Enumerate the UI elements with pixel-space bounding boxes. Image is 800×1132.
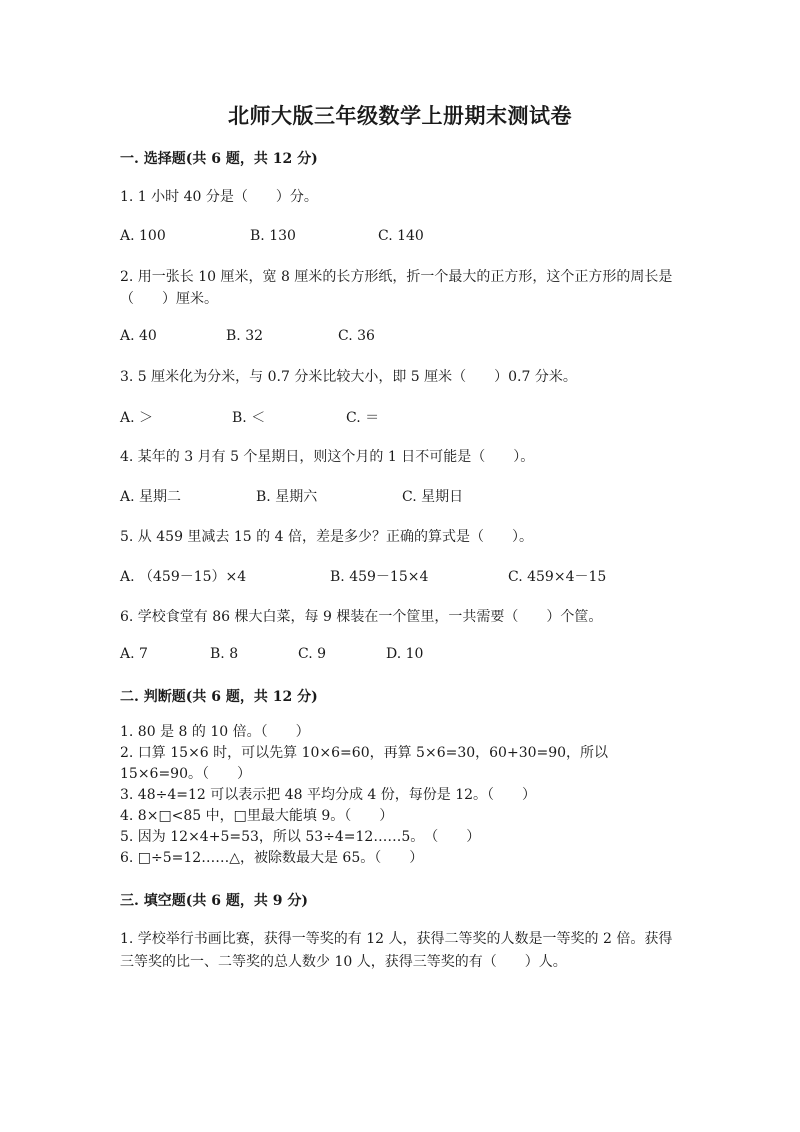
question-4: 4. 某年的 3 月有 5 个星期日，则这个月的 1 日不可能是（ ）。 — [120, 449, 535, 465]
option-a: A. ＞ — [120, 410, 154, 426]
option-a: A. 7 — [120, 646, 148, 662]
option-a: A. 40 — [120, 328, 157, 344]
question-1-options — [120, 228, 680, 248]
fill-question-1: 1. 学校举行书画比赛，获得一等奖的有 12 人，获得二等奖的人数是一等奖的 2 倍。获得三等奖的比一、二等奖的总人数少 10 人，获得三等奖的有（ ）人。 — [120, 931, 673, 970]
option-a: A. 100 — [120, 228, 166, 244]
option-b: B. 32 — [226, 328, 264, 344]
option-c: C. 459×4－15 — [508, 569, 607, 585]
section-heading-choice: 一. 选择题(共 6 题，共 12 分) — [120, 151, 318, 167]
option-c: C. 140 — [378, 228, 424, 244]
question-2: 2. 用一张长 10 厘米，宽 8 厘米的长方形纸，折一个最大的正方形，这个正方形的周长是（ ）厘米。 — [120, 269, 673, 307]
judge-item: 4. 8×□<85 中，□里最大能填 9。（ ） — [120, 808, 394, 824]
question-1: 1. 1 小时 40 分是（ ）分。 — [120, 189, 318, 205]
option-c: C. 9 — [298, 646, 327, 662]
question-5-options — [120, 566, 680, 586]
question-5: 5. 从 459 里减去 15 的 4 倍，差是多少？正确的算式是（ ）。 — [120, 529, 533, 545]
judge-item: 6. □÷5=12……△，被除数最大是 65。（ ） — [120, 850, 424, 866]
judge-item: 1. 80 是 8 的 10 倍。（ ） — [120, 724, 310, 740]
question-3: 3. 5 厘米化为分米，与 0.7 分米比较大小，即 5 厘米（ ）0.7 分米。 — [120, 369, 577, 385]
option-c: C. 36 — [338, 328, 375, 344]
page-title: 北师大版三年级数学上册期末测试卷 — [228, 103, 572, 128]
question-4-options — [120, 486, 680, 506]
question-6: 6. 学校食堂有 86 棵大白菜，每 9 棵装在一个筐里，一共需要（ ）个筐。 — [120, 609, 603, 625]
judge-item: 2. 口算 15×6 时，可以先算 10×6=60，再算 5×6=30，60+30=90，所以 15×6=90。（ ） — [120, 745, 609, 782]
option-b: B. 星期六 — [256, 489, 318, 505]
question-3-options — [120, 407, 680, 427]
question-2-options — [120, 328, 680, 348]
option-d: D. 10 — [386, 646, 424, 662]
option-a: A. 星期二 — [120, 489, 182, 505]
option-b: B. 130 — [250, 228, 296, 244]
option-b: B. ＜ — [232, 410, 266, 426]
option-b: B. 459－15×4 — [330, 569, 429, 585]
judge-list — [120, 722, 680, 869]
option-b: B. 8 — [210, 646, 239, 662]
judge-item: 3. 48÷4=12 可以表示把 48 平均分成 4 份，每份是 12。（ ） — [120, 787, 537, 803]
option-a: A. （459－15）×4 — [120, 569, 247, 585]
section-heading-judge: 二. 判断题(共 6 题，共 12 分) — [120, 689, 318, 705]
option-c: C. ＝ — [346, 410, 380, 426]
option-c: C. 星期日 — [402, 489, 464, 505]
section-heading-fill: 三. 填空题(共 6 题，共 9 分) — [120, 893, 308, 909]
judge-item: 5. 因为 12×4+5=53，所以 53÷4=12……5。 （ ） — [120, 829, 481, 845]
question-6-options — [120, 646, 680, 666]
